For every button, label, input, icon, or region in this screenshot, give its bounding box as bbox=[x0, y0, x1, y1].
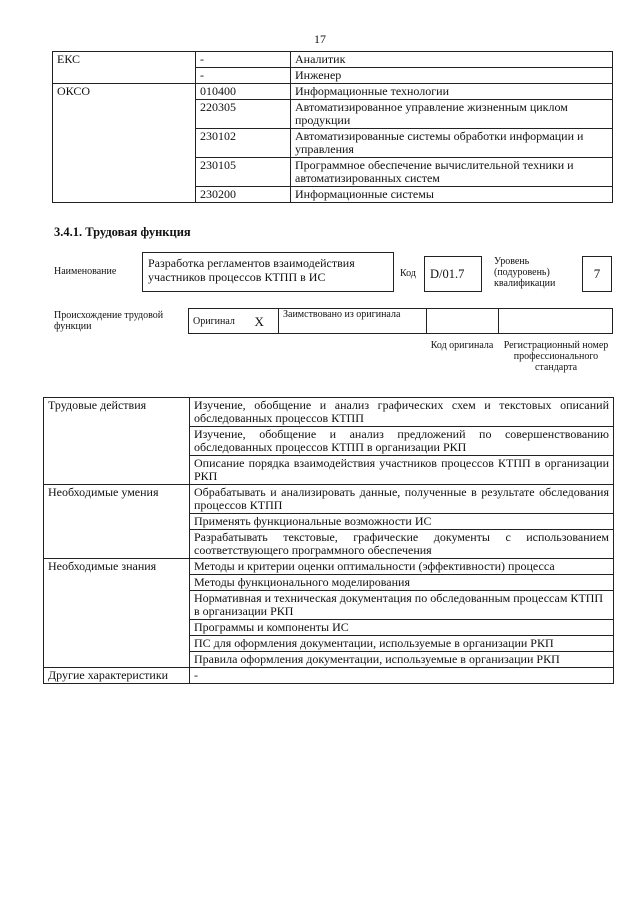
original-code-caption: Код оригинала bbox=[430, 340, 494, 351]
table-cell-code: - bbox=[196, 68, 291, 84]
required-knowledge-item: ПС для оформления документации, используемые в организации РКП bbox=[190, 636, 614, 652]
table-row bbox=[44, 398, 614, 427]
section-heading: 3.4.1. Трудовая функция bbox=[54, 225, 191, 239]
table-row bbox=[44, 485, 614, 514]
function-details-table bbox=[43, 397, 614, 684]
table-cell-name: Автоматизированные системы обработки информации и управления bbox=[291, 129, 613, 158]
required-skill-item: Применять функциональные возможности ИС bbox=[190, 514, 614, 530]
borrowed-label: Заимствовано из оригинала bbox=[279, 309, 427, 334]
table-cell-code: 230105 bbox=[196, 158, 291, 187]
table-cell-label: ОКСО bbox=[53, 84, 196, 203]
table-cell-name: Информационные системы bbox=[291, 187, 613, 203]
other-characteristics-value: - bbox=[190, 668, 614, 684]
table-cell-label: ЕКС bbox=[53, 52, 196, 84]
table-cell-name: Инженер bbox=[291, 68, 613, 84]
required-skills-label: Необходимые умения bbox=[44, 485, 190, 559]
table-row bbox=[44, 559, 614, 575]
table-cell-code: - bbox=[196, 52, 291, 68]
required-knowledge-item: Нормативная и техническая документация по обследованным процессам КТПП в организации РКП bbox=[190, 591, 614, 620]
page-number: 17 bbox=[314, 32, 326, 46]
original-label: Оригинал bbox=[189, 309, 245, 334]
registration-number-caption: Регистрационный номер профессионального стандарта bbox=[503, 340, 609, 373]
table-cell-code: 220305 bbox=[196, 100, 291, 129]
labor-action-item: Описание порядка взаимодействия участников процессов КТПП в организации РКП bbox=[190, 456, 614, 485]
table-cell-name: Программное обеспечение вычислительной техники и автоматизированных систем bbox=[291, 158, 613, 187]
required-skill-item: Обрабатывать и анализировать данные, полученные в результате обследования процессов КТПП bbox=[190, 485, 614, 514]
table-cell-code: 230200 bbox=[196, 187, 291, 203]
name-label: Наименование bbox=[54, 266, 117, 277]
code-label: Код bbox=[400, 268, 416, 279]
table-cell-name: Аналитик bbox=[291, 52, 613, 68]
required-knowledge-item: Программы и компоненты ИС bbox=[190, 620, 614, 636]
original-mark: X bbox=[245, 309, 279, 334]
table-row bbox=[53, 84, 613, 100]
required-skill-item: Разрабатывать текстовые, графические документы с использованием соответствующего программного обеспечения bbox=[190, 530, 614, 559]
registration-number-cell bbox=[499, 309, 613, 334]
table-cell-code: 230102 bbox=[196, 129, 291, 158]
table-cell-name: Автоматизированное управление жизненным циклом продукции bbox=[291, 100, 613, 129]
qualification-level-label: Уровень (подуровень) квалификации bbox=[494, 256, 556, 289]
origin-table bbox=[188, 308, 613, 334]
original-code-cell bbox=[427, 309, 499, 334]
table-row bbox=[189, 309, 613, 334]
qualification-level-box: 7 bbox=[582, 256, 612, 292]
classification-table bbox=[52, 51, 613, 203]
required-knowledge-item: Методы и критерии оценки оптимальности (эффективности) процесса bbox=[190, 559, 614, 575]
origin-label: Происхождение трудовой функции bbox=[54, 310, 164, 332]
labor-actions-label: Трудовые действия bbox=[44, 398, 190, 485]
labor-action-item: Изучение, обобщение и анализ предложений по совершенствованию обследованных процессов КТПП в организации РКП bbox=[190, 427, 614, 456]
labor-action-item: Изучение, обобщение и анализ графических схем и текстовых описаний обследованных процессов КТПП bbox=[190, 398, 614, 427]
function-code-box: D/01.7 bbox=[424, 256, 482, 292]
table-cell-name: Информационные технологии bbox=[291, 84, 613, 100]
table-cell-code: 010400 bbox=[196, 84, 291, 100]
table-row bbox=[53, 52, 613, 68]
other-characteristics-label: Другие характеристики bbox=[44, 668, 190, 684]
required-knowledge-item: Методы функционального моделирования bbox=[190, 575, 614, 591]
table-row bbox=[44, 668, 614, 684]
required-knowledge-item: Правила оформления документации, используемые в организации РКП bbox=[190, 652, 614, 668]
required-knowledge-label: Необходимые знания bbox=[44, 559, 190, 668]
function-name-box: Разработка регламентов взаимодействия участников процессов КТПП в ИС bbox=[142, 252, 394, 292]
